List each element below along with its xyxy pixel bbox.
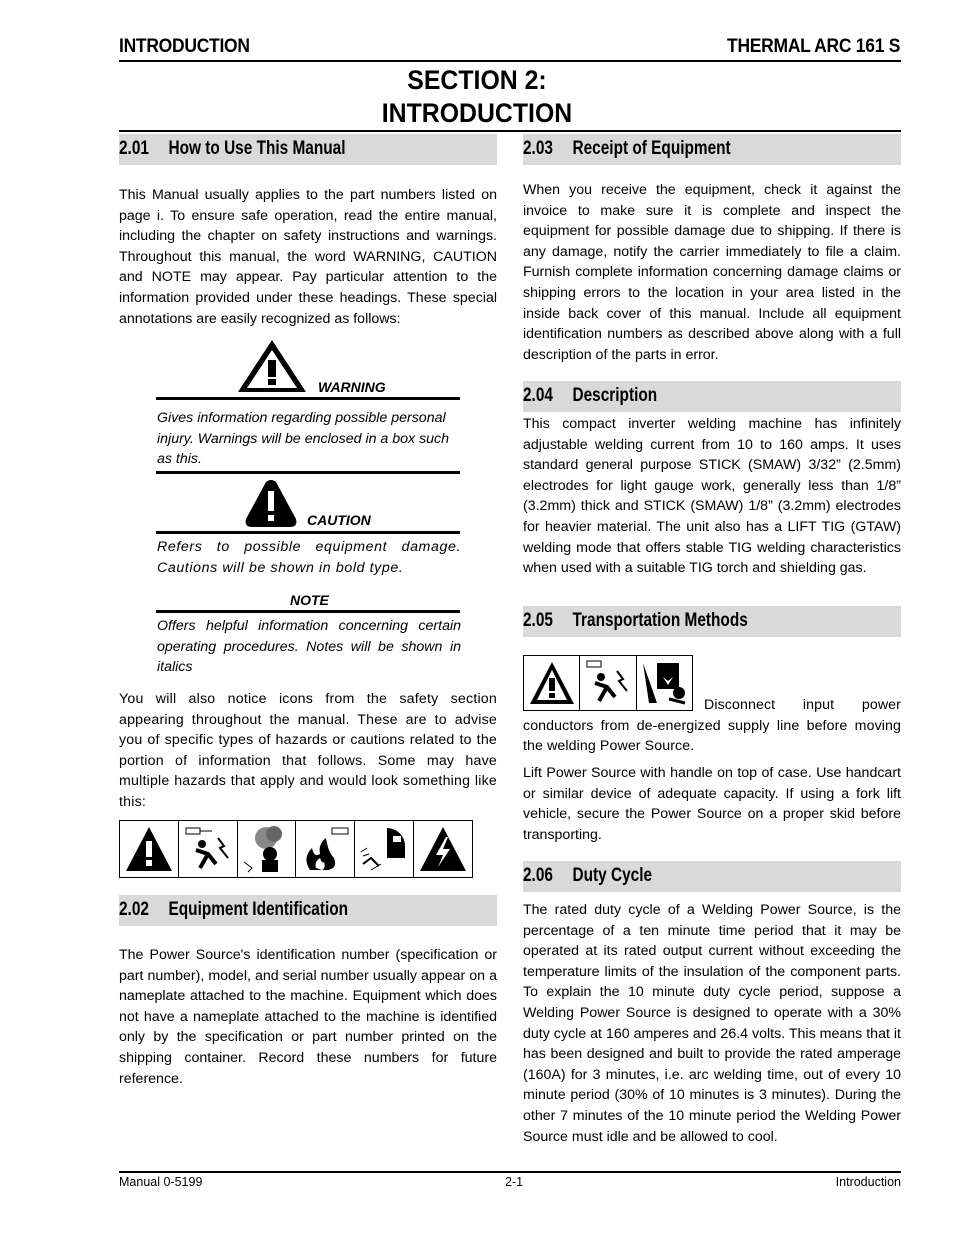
section-2-01-paragraph-2: You will also notice icons from the safety section appearing throughout the manual. These are to advise you of specific types of hazards or cautions related to the portion of information that follows. Some may have multiple hazards that apply and would look something like this:	[119, 691, 497, 810]
running-header-left: INTRODUCTION	[119, 36, 250, 57]
warning-top-rule	[156, 397, 460, 400]
section-2-04-heading: 2.04 Description	[523, 381, 901, 412]
header-rule	[119, 60, 901, 62]
section-2-06-paragraph: The rated duty cycle of a Welding Power Source, is the percentage of a ten minute time period that it may be operated at its rated output current without exceeding the temperature limits of the insulation of the component parts. To explain the 10 minute duty cycle period, suppose a Welding Power Source is designed to operate with a 30% duty cycle at 160 amperes and 26.4 volts. This means that it has been designed and built to provide the rated amperage (160A) for 3 minutes, i.e. arc welding time, out of every 10 minute period (30% of 10 minutes is 3 minutes). During the other 7 minutes of the 10 minute period the Welding Power Source must idle and be allowed to cool.	[523, 902, 901, 1145]
section-2-04-paragraph: This compact inverter welding machine has infinitely adjustable welding current from 10 to 160 amps. It uses standard general purpose STICK (SMAW) 3/32” (2.5mm) electrodes for light gauge work, generally less than 1/8” (3.2mm) thick and STICK (SMAW) 1/8” (3.2mm) electrodes for heavier material. The unit also has a LIFT TIG (GTAW) welding mode that offers stable TIG welding characteristics when used with a suitable TIG torch and shielding gas.	[523, 416, 901, 577]
section-2-03-paragraph: When you receive the equipment, check it against the invoice to make sure it is complete and inspect the equipment for possible damage due to shipping. If there is any damage, notify the carrier immediately to file a claim. Furnish complete information concerning damage claims or shipping errors to the location in your area listed in the inside back cover of this manual. Include all equipment identification numbers as described above along with a full description of the parts in error.	[523, 182, 901, 363]
high-voltage-icon	[414, 821, 472, 877]
caution-text: Refers to possible equipment damage. Cautions will be shown in bold type.	[157, 539, 461, 576]
footer-rule	[119, 1171, 901, 1173]
note-text: Offers helpful information concerning certain operating procedures. Notes will be shown in italics	[157, 618, 461, 676]
page-title-line1: SECTION 2:	[407, 65, 547, 95]
warning-triangle-icon	[236, 338, 308, 394]
running-header-right: THERMAL ARC 161 S	[726, 36, 900, 57]
footer-section-name: Introduction	[835, 1175, 901, 1189]
hazard-icons-strip	[119, 820, 473, 878]
fumes-icon	[238, 821, 297, 877]
fire-icon	[296, 821, 355, 877]
section-2-02-paragraph: The Power Source's identification number (specification or part number), model, and serial number usually appear on a nameplate attached to the machine. Equipment which does not have a nameplate attached to the machine is identified only by the specification or part number printed on the shipping container. Record these numbers for future reference.	[119, 947, 497, 1087]
warning-bottom-rule	[156, 471, 460, 474]
note-label: NOTE	[290, 592, 329, 608]
section-2-05-paragraph-1: Disconnect input power conductors from de-energized supply line before moving the welding Power Source.	[523, 697, 901, 755]
section-2-05-heading: 2.05 Transportation Methods	[523, 606, 901, 637]
arc-rays-icon	[355, 821, 414, 877]
section-2-01-paragraph-1: This Manual usually applies to the part numbers listed on page i. To ensure safe operation, read the entire manual, including the chapter on safety instructions and warnings. Throughout this manual, the word WARNING, CAUTION and NOTE may appear. Pay particular attention to the information provided under these headings. These special annotations are easily recognized as follows:	[119, 187, 497, 327]
footer-page-number: 2-1	[505, 1175, 524, 1189]
page-title	[38, 64, 916, 130]
warning-triangle-icon	[120, 821, 179, 877]
electric-shock-icon	[179, 821, 238, 877]
section-2-02-heading: 2.02 Equipment Identification	[119, 895, 497, 926]
warning-text: Gives information regarding possible personal injury. Warnings will be enclosed in a box such as this.	[157, 410, 450, 468]
section-2-03-heading: 2.03 Receipt of Equipment	[523, 134, 901, 165]
section-2-05-paragraph-2: Lift Power Source with handle on top of case. Use handcart or similar device of adequate capacity. If using a fork lift vehicle, secure the Power Source on a proper skid before transporting.	[523, 765, 901, 843]
caution-top-rule	[156, 531, 460, 534]
caution-icon	[244, 479, 298, 529]
caution-label: CAUTION	[307, 512, 371, 528]
warning-label: WARNING	[318, 379, 386, 395]
title-rule	[119, 130, 901, 132]
section-2-01-heading: 2.01 How to Use This Manual	[119, 134, 497, 165]
footer-manual-number: Manual 0-5199	[119, 1175, 203, 1189]
note-top-rule	[156, 610, 460, 613]
section-2-06-heading: 2.06 Duty Cycle	[523, 861, 901, 892]
page-title-line2: INTRODUCTION	[381, 98, 573, 128]
